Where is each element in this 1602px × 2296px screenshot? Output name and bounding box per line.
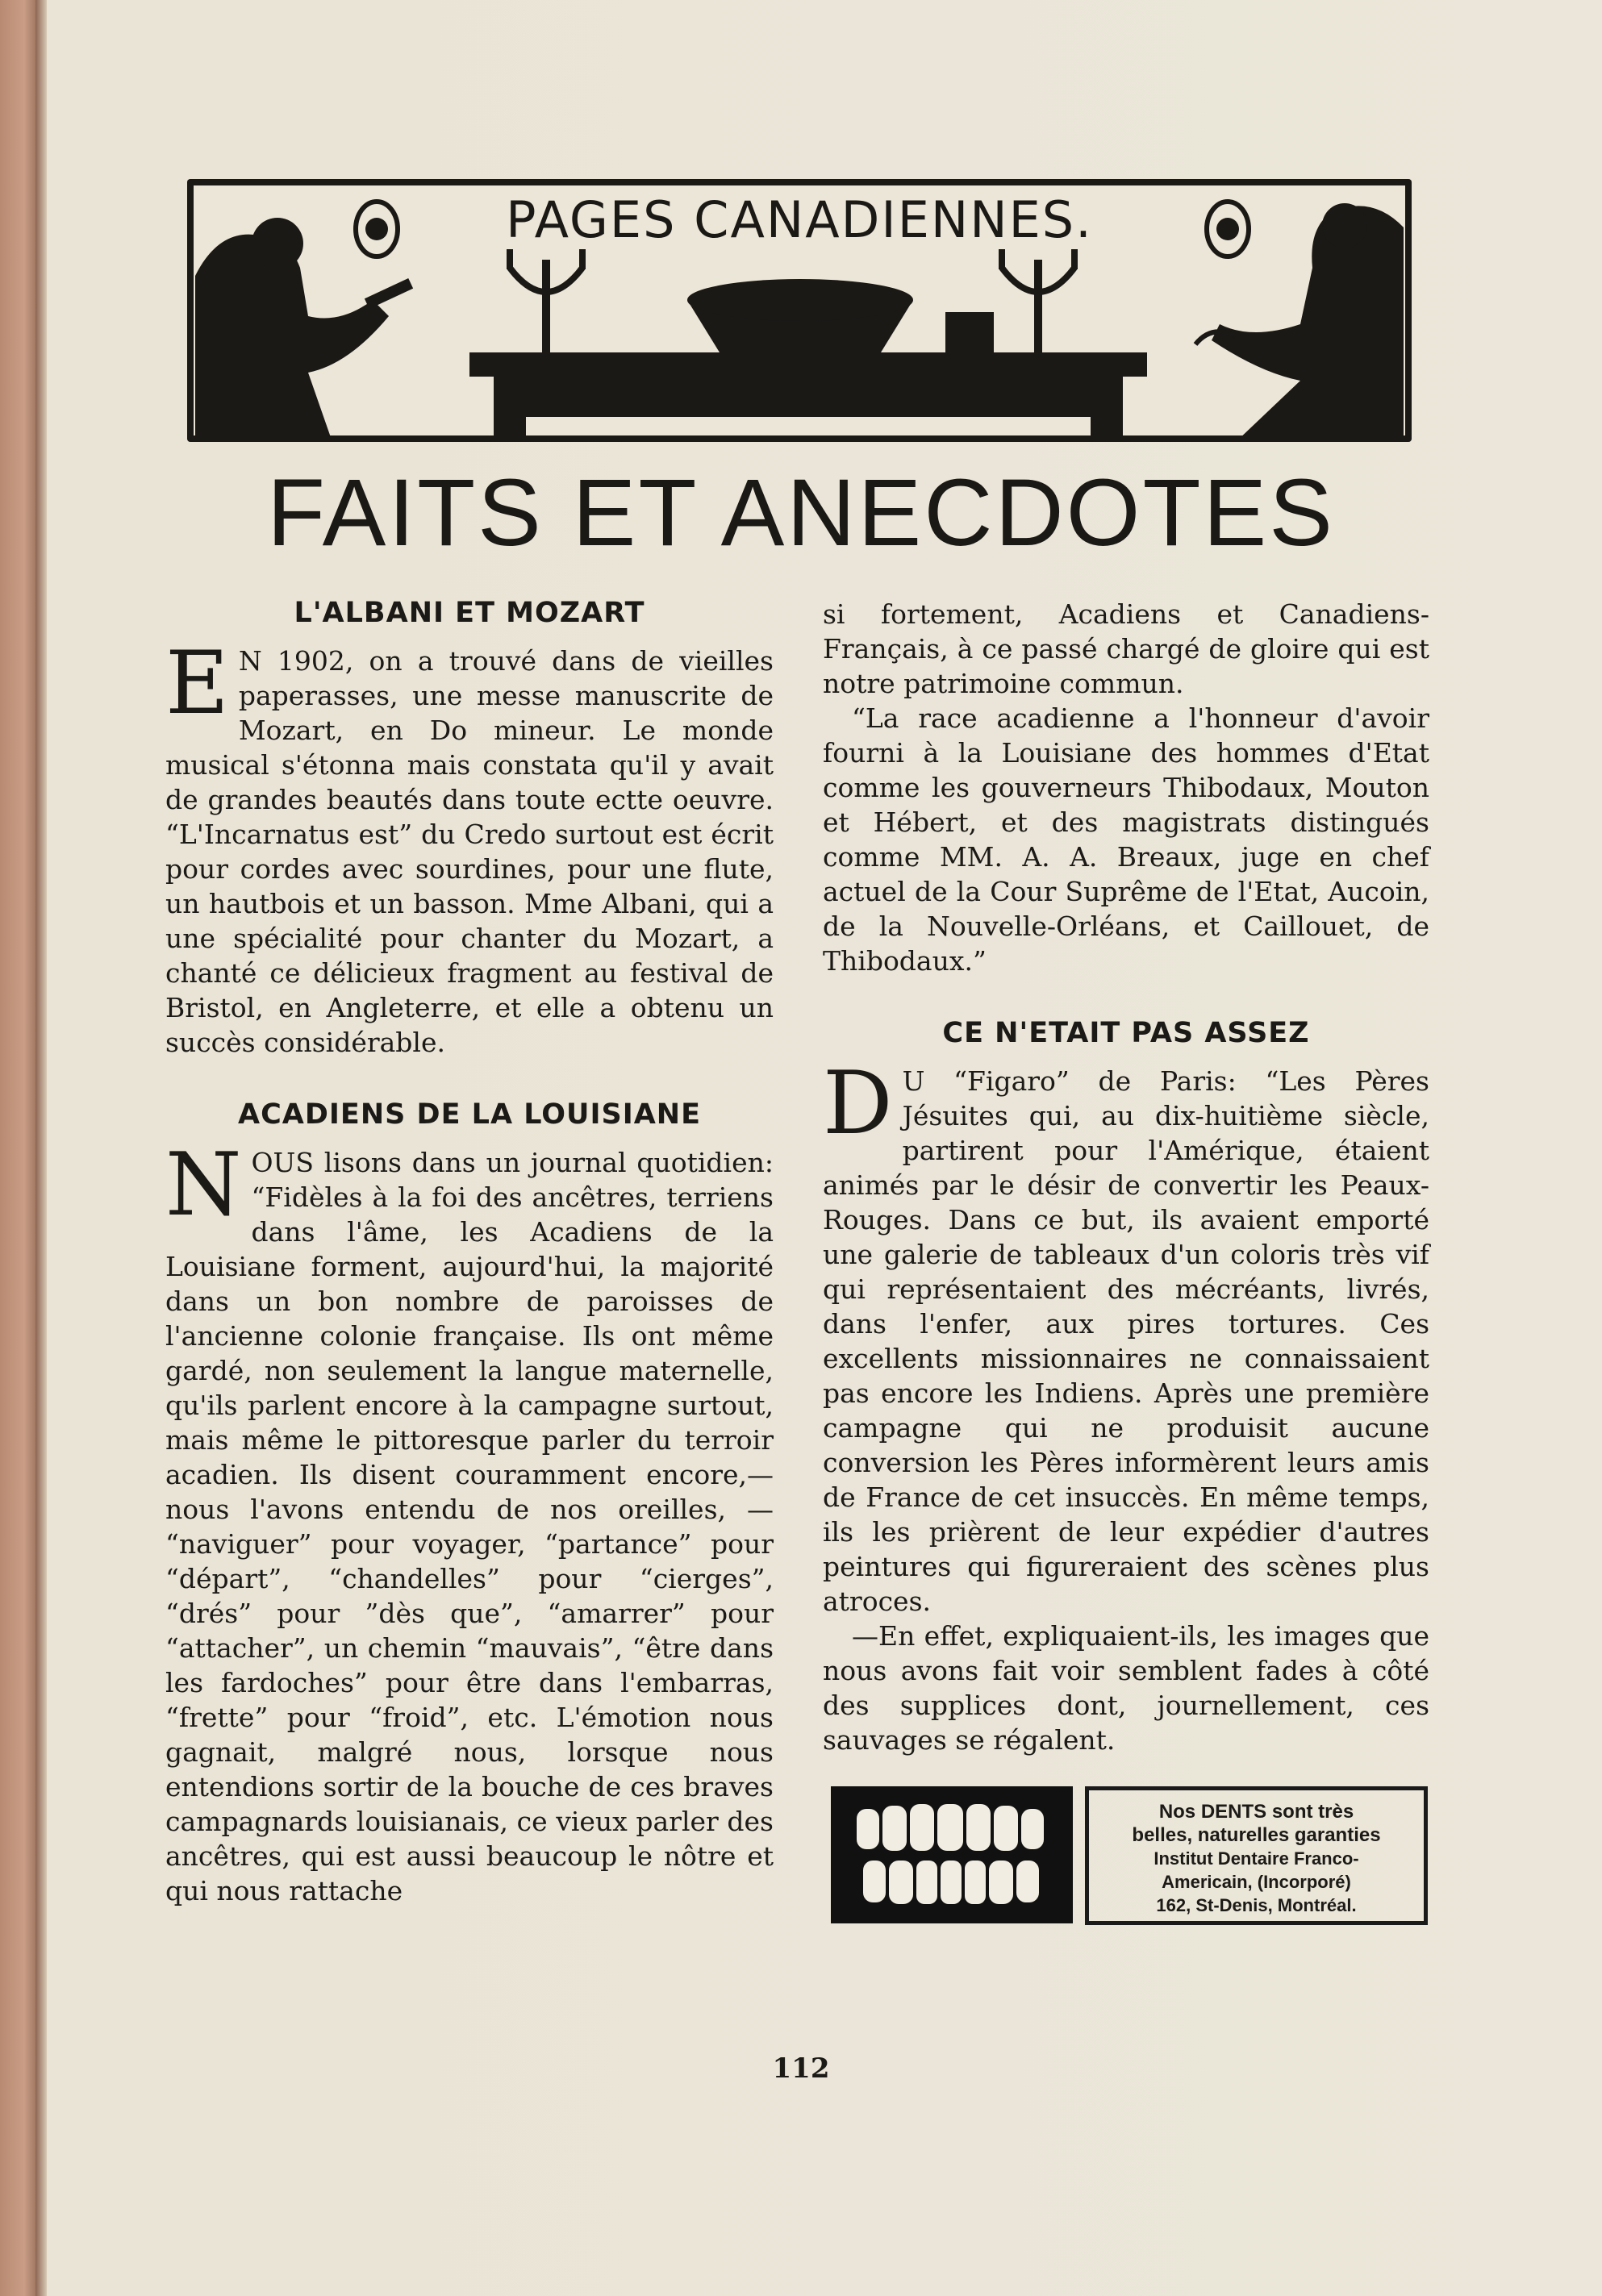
section-title-acadiens: ACADIENS DE LA LOUISIANE xyxy=(237,1098,702,1131)
dropcap: N xyxy=(165,1135,242,1236)
ad-line-2: belles, naturelles garanties xyxy=(1132,1824,1381,1846)
teeth-illustration xyxy=(831,1786,1073,1923)
article-acadiens-continued: si fortement, Acadiens et Canadiens-Français, à ce passé chargé de gloire qui est notre patrimoine commun. xyxy=(823,598,1429,699)
left-column xyxy=(165,597,774,1908)
article-acadiens-body: NOUS lisons dans un journal quotidien: “Fidèles à la foi des ancêtres, terriens dans l'âme, les Acadiens de la Louisiane forment, aujourd'hui, la majorité dans un bon nombre de paroisses de l'ancienne colonie française. Ils ont même gardé, non seulement la langue maternelle, qu'ils parlent encore à la campagne surtout, mais même le pittoresque parler du terroir acadien. Ils disent couramment encore,—nous l'avons entendu de nos oreilles, — “naviguer” pour voyager, “partance” pour “départ”, “chandelles” pour “cierges”, “drés” pour ”dès que”, “amarrer” pour “attacher”, un chemin “mauvais”, “être dans les fardoches” pour être dans l'embarras, “frette” pour “froid”, etc. L'émotion nous gagnait, malgré nous, lorsque nous entendions sortir de la bouche de ces braves campagnards louisianais, ce vieux parler des ancêtres, qui est aussi beaucoup le nôtre et qui nous rattache xyxy=(165,1135,774,1906)
ad-line-3: Institut Dentaire Franco- xyxy=(1154,1848,1359,1869)
article-figaro-conclusion: —En effet, expliquaient-ils, les images que nous avons fait voir semblent fades à côté des supplices dont, journellement, ces sauvages se régalent. xyxy=(823,1620,1429,1756)
section-title-albani: L'ALBANI ET MOZART xyxy=(294,597,645,629)
dental-advertisement xyxy=(823,1786,1429,1931)
right-column xyxy=(823,597,1429,1931)
ad-line-5: 162, St-Denis, Montréal. xyxy=(1156,1895,1357,1915)
dropcap: E xyxy=(165,633,229,734)
banner-title: PAGES CANADIENNES. xyxy=(187,190,1412,249)
article-acadiens-quote: “La race acadienne a l'honneur d'avoir fourni à la Louisiane des hommes d'Etat comme les gouverneurs Thibodaux, Mouton et Hébert, et des magistrats distingués comme MM. A. A. Breaux, juge en chef actuel de la Cour Suprême de l'Etat, Aucoin, de la Nouvelle-Orléans, et Caillouet, de Thibodaux.” xyxy=(823,702,1429,977)
ad-line-1: Nos DENTS sont très xyxy=(1158,1801,1354,1823)
book-spine-edge xyxy=(35,0,47,2296)
banner-illustration xyxy=(187,179,1412,442)
teeth-icon xyxy=(831,1786,1073,1923)
dropcap: D xyxy=(823,1053,893,1154)
article-albani-body: E N 1902, on a trouvé dans de vieilles paperasses, une messe manuscrite de Mozart, en Do mineur. Le monde musical s'étonna mais constata qu'il y avait de grandes beautés dans toute ectte oeuvre. “L'Incarnatus est” du Credo surtout est écrit pour cordes avec sourdines, pour une flute, un hautbois et un basson. Mme Albani, qui a une spécialité pour chanter du Mozart, a chanté ce délicieux fragment au festival de Bristol, en Angleterre, et elle a obtenu un succès considérable. xyxy=(165,633,774,1058)
page-number: 112 xyxy=(772,2052,830,2085)
ad-line-4: Americain, (Incorporé) xyxy=(1162,1872,1351,1892)
decorative-banner xyxy=(187,179,1412,442)
article-figaro-body: D U “Figaro” de Paris: “Les Pères Jésuites qui, au dix-huitième siècle, partirent pour l'Amérique, étaient animés par le désir de convertir les Peaux-Rouges. Dans ce but, ils avaient emporté une galerie de tableaux d'un coloris très vif qui représentaient des mécréants, livrés, dans l'enfer, aux pires tortures. Ces excellents missionnaires ne connaissaient pas encore les Indiens. Après une première campagne qui ne produisit aucune conversion les Pères informèrent leurs amis de France de cet insuccès. En même temps, ils les prièrent de leur expédier d'autres peintures qui figureraient des scènes plus atroces. xyxy=(823,1053,1429,1617)
ad-text-box xyxy=(1085,1786,1428,1925)
section-title-ce-netait-pas-assez: CE N'ETAIT PAS ASSEZ xyxy=(942,1017,1310,1049)
page-title: FAITS ET ANECDOTES xyxy=(267,460,1335,566)
